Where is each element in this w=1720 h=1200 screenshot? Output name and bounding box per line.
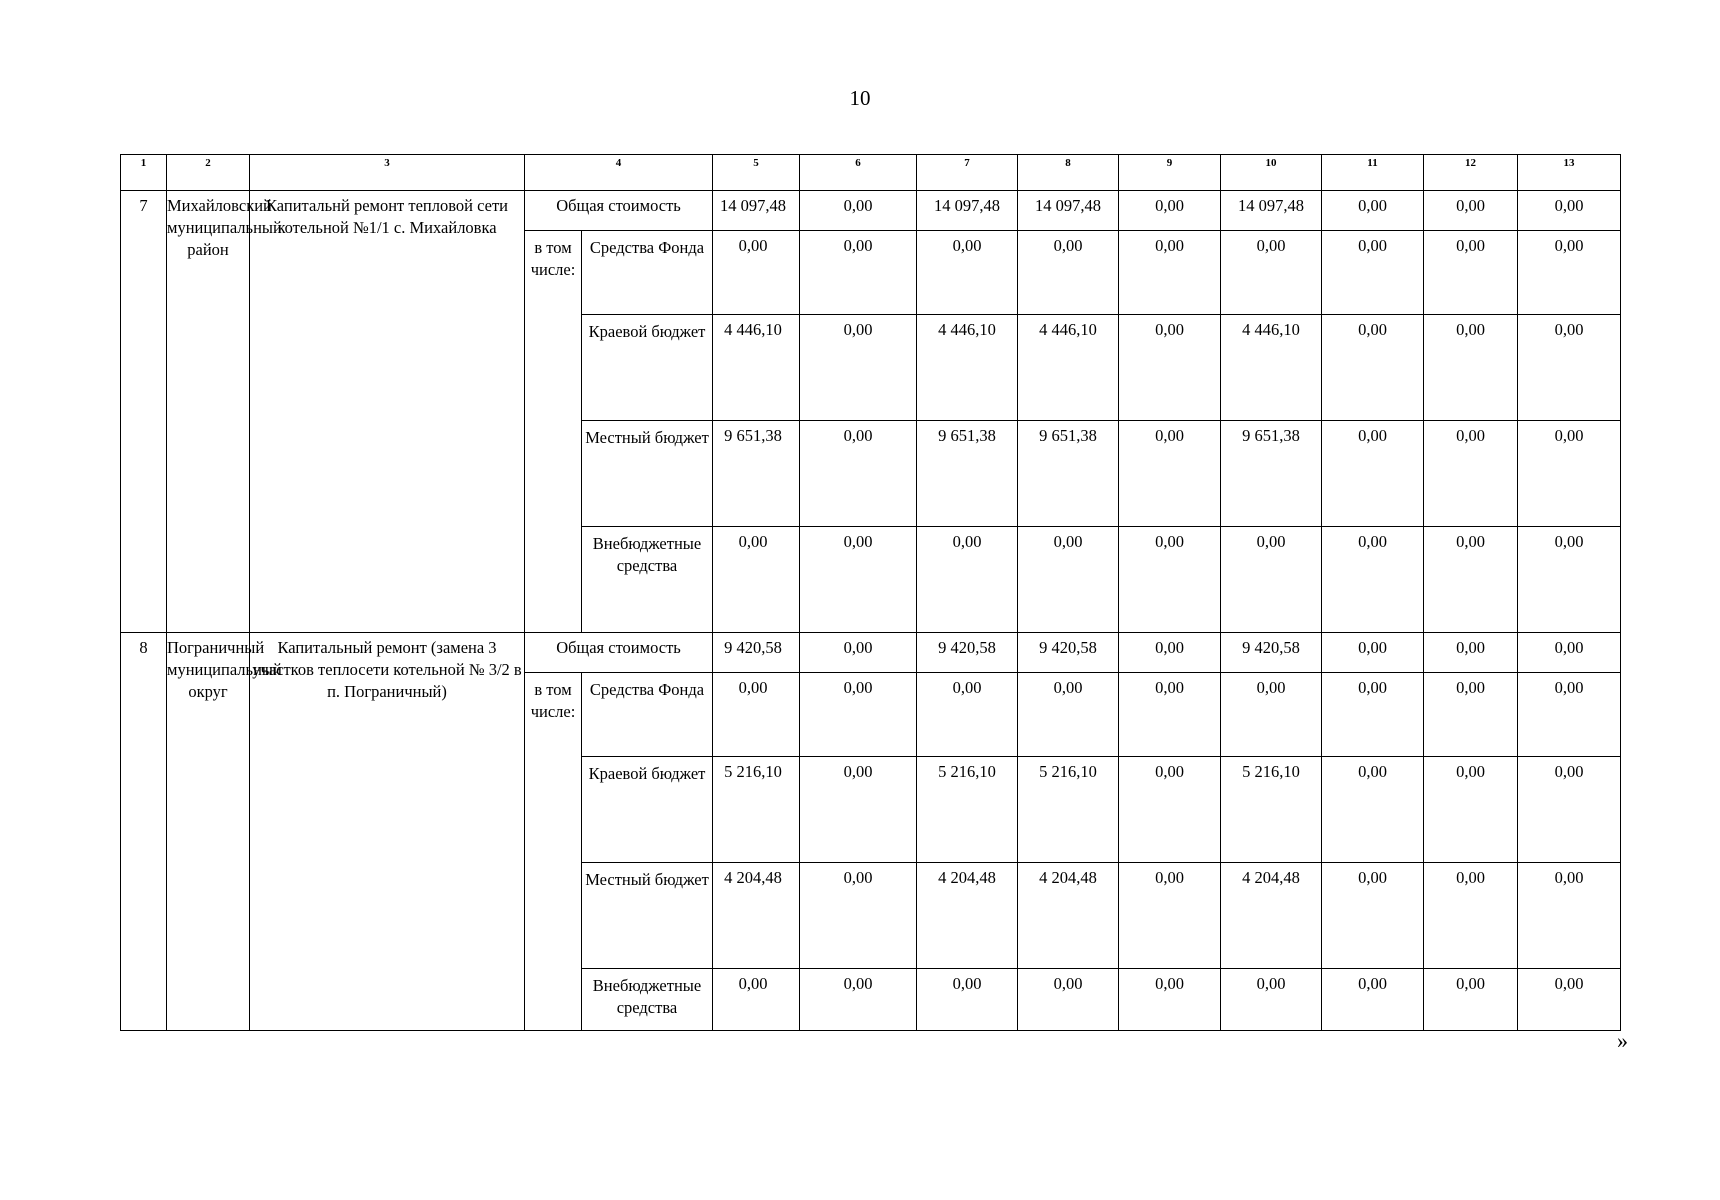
value-cell: 0,00	[1518, 633, 1621, 673]
value-cell: 0,00	[1221, 969, 1322, 1031]
value-cell: 0,00	[1018, 231, 1119, 315]
value-cell: 0,00	[713, 231, 800, 315]
value-cell: 0,00	[1322, 757, 1424, 863]
value-cell: 0,00	[1424, 757, 1518, 863]
value-cell: 9 420,58	[713, 633, 800, 673]
value-cell: 0,00	[713, 673, 800, 757]
value-cell: 0,00	[800, 231, 917, 315]
entry-8	[121, 633, 1621, 1031]
included-label: в том числе:	[525, 231, 582, 633]
value-cell: 0,00	[1119, 527, 1221, 633]
value-cell: 0,00	[1119, 421, 1221, 527]
value-cell: 0,00	[1424, 527, 1518, 633]
header-cell: 13	[1518, 155, 1621, 191]
value-cell: 0,00	[1424, 191, 1518, 231]
value-cell: 0,00	[800, 863, 917, 969]
value-cell: 0,00	[1424, 231, 1518, 315]
entry-7	[121, 191, 1621, 633]
funding-table	[120, 154, 1621, 1031]
funding-source-label: Краевой бюджет	[582, 315, 713, 421]
header-cell: 10	[1221, 155, 1322, 191]
value-cell: 0,00	[800, 527, 917, 633]
value-cell: 0,00	[917, 231, 1018, 315]
value-cell: 4 446,10	[713, 315, 800, 421]
header-cell: 12	[1424, 155, 1518, 191]
total-cost-label: Общая стоимость	[525, 633, 713, 673]
column-number-row	[121, 155, 1621, 191]
value-cell: 0,00	[800, 421, 917, 527]
value-cell: 0,00	[1424, 969, 1518, 1031]
header-cell: 8	[1018, 155, 1119, 191]
value-cell: 0,00	[1518, 527, 1621, 633]
funding-source-label: Средства Фонда	[582, 673, 713, 757]
value-cell: 0,00	[800, 757, 917, 863]
value-cell: 0,00	[917, 673, 1018, 757]
funding-source-label: Местный бюджет	[582, 421, 713, 527]
value-cell: 0,00	[1518, 969, 1621, 1031]
funding-source-label: Внебюджетные средства	[582, 969, 713, 1031]
value-cell: 0,00	[1018, 969, 1119, 1031]
value-cell: 14 097,48	[917, 191, 1018, 231]
value-cell: 0,00	[1322, 527, 1424, 633]
value-cell: 0,00	[1518, 863, 1621, 969]
value-cell: 0,00	[1221, 673, 1322, 757]
value-cell: 0,00	[1221, 527, 1322, 633]
value-cell: 0,00	[1119, 863, 1221, 969]
value-cell: 5 216,10	[917, 757, 1018, 863]
value-cell: 0,00	[1018, 673, 1119, 757]
value-cell: 4 204,48	[713, 863, 800, 969]
value-cell: 0,00	[1119, 231, 1221, 315]
value-cell: 0,00	[1322, 231, 1424, 315]
value-cell: 9 651,38	[1018, 421, 1119, 527]
funding-source-label: Краевой бюджет	[582, 757, 713, 863]
value-cell: 0,00	[1119, 673, 1221, 757]
value-cell: 4 446,10	[1018, 315, 1119, 421]
funding-source-label: Внебюджетные средства	[582, 527, 713, 633]
value-cell: 5 216,10	[1221, 757, 1322, 863]
value-cell: 0,00	[1518, 315, 1621, 421]
value-cell: 0,00	[1119, 191, 1221, 231]
municipality-name: Михайловский муниципальный район	[167, 191, 250, 633]
header-cell: 5	[713, 155, 800, 191]
header-cell: 1	[121, 155, 167, 191]
value-cell: 0,00	[1424, 421, 1518, 527]
value-cell: 4 204,48	[1221, 863, 1322, 969]
value-cell: 0,00	[800, 315, 917, 421]
value-cell: 9 651,38	[917, 421, 1018, 527]
value-cell: 4 446,10	[917, 315, 1018, 421]
value-cell: 0,00	[1322, 863, 1424, 969]
value-cell: 9 420,58	[917, 633, 1018, 673]
value-cell: 0,00	[917, 527, 1018, 633]
value-cell: 0,00	[800, 633, 917, 673]
value-cell: 0,00	[1119, 969, 1221, 1031]
entry-number: 7	[121, 191, 167, 633]
value-cell: 0,00	[713, 527, 800, 633]
value-cell: 5 216,10	[1018, 757, 1119, 863]
value-cell: 0,00	[1322, 673, 1424, 757]
value-cell: 0,00	[1322, 315, 1424, 421]
page-number: 10	[849, 86, 871, 110]
value-cell: 0,00	[1119, 633, 1221, 673]
value-cell: 0,00	[1518, 231, 1621, 315]
value-cell: 9 651,38	[1221, 421, 1322, 527]
value-cell: 9 420,58	[1018, 633, 1119, 673]
header-cell: 9	[1119, 155, 1221, 191]
header-cell: 11	[1322, 155, 1424, 191]
value-cell: 0,00	[1424, 673, 1518, 757]
value-cell: 4 446,10	[1221, 315, 1322, 421]
value-cell: 0,00	[1518, 757, 1621, 863]
value-cell: 0,00	[1424, 863, 1518, 969]
value-cell: 0,00	[1518, 421, 1621, 527]
value-cell: 0,00	[1424, 633, 1518, 673]
value-cell: 0,00	[1518, 191, 1621, 231]
value-cell: 0,00	[1119, 315, 1221, 421]
project-name: Капитальный ремонт (замена 3 участков теплосети котельной № 3/2 в п. Пограничный)	[250, 633, 525, 1031]
funding-source-label: Средства Фонда	[582, 231, 713, 315]
value-cell: 0,00	[713, 969, 800, 1031]
total-row	[121, 633, 1621, 673]
included-label: в том числе:	[525, 673, 582, 1031]
header-cell: 3	[250, 155, 525, 191]
value-cell: 0,00	[1518, 673, 1621, 757]
header-cell: 2	[167, 155, 250, 191]
header-cell: 7	[917, 155, 1018, 191]
value-cell: 9 651,38	[713, 421, 800, 527]
value-cell: 14 097,48	[713, 191, 800, 231]
closing-quote: »	[1617, 1028, 1628, 1053]
value-cell: 0,00	[800, 673, 917, 757]
value-cell: 0,00	[1424, 315, 1518, 421]
value-cell: 0,00	[917, 969, 1018, 1031]
value-cell: 0,00	[1322, 633, 1424, 673]
value-cell: 0,00	[1221, 231, 1322, 315]
value-cell: 14 097,48	[1221, 191, 1322, 231]
funding-source-label: Местный бюджет	[582, 863, 713, 969]
entry-number: 8	[121, 633, 167, 1031]
total-row	[121, 191, 1621, 231]
project-name: Капитальнй ремонт тепловой сети котельной №1/1 с. Михайловка	[250, 191, 525, 633]
value-cell: 0,00	[1018, 527, 1119, 633]
value-cell: 4 204,48	[917, 863, 1018, 969]
value-cell: 0,00	[1119, 757, 1221, 863]
value-cell: 9 420,58	[1221, 633, 1322, 673]
value-cell: 0,00	[1322, 421, 1424, 527]
value-cell: 4 204,48	[1018, 863, 1119, 969]
total-cost-label: Общая стоимость	[525, 191, 713, 231]
value-cell: 0,00	[800, 969, 917, 1031]
header-cell: 4	[525, 155, 713, 191]
header-cell: 6	[800, 155, 917, 191]
municipality-name: Пограничный муниципальный округ	[167, 633, 250, 1031]
value-cell: 14 097,48	[1018, 191, 1119, 231]
value-cell: 0,00	[800, 191, 917, 231]
value-cell: 0,00	[1322, 969, 1424, 1031]
value-cell: 5 216,10	[713, 757, 800, 863]
value-cell: 0,00	[1322, 191, 1424, 231]
